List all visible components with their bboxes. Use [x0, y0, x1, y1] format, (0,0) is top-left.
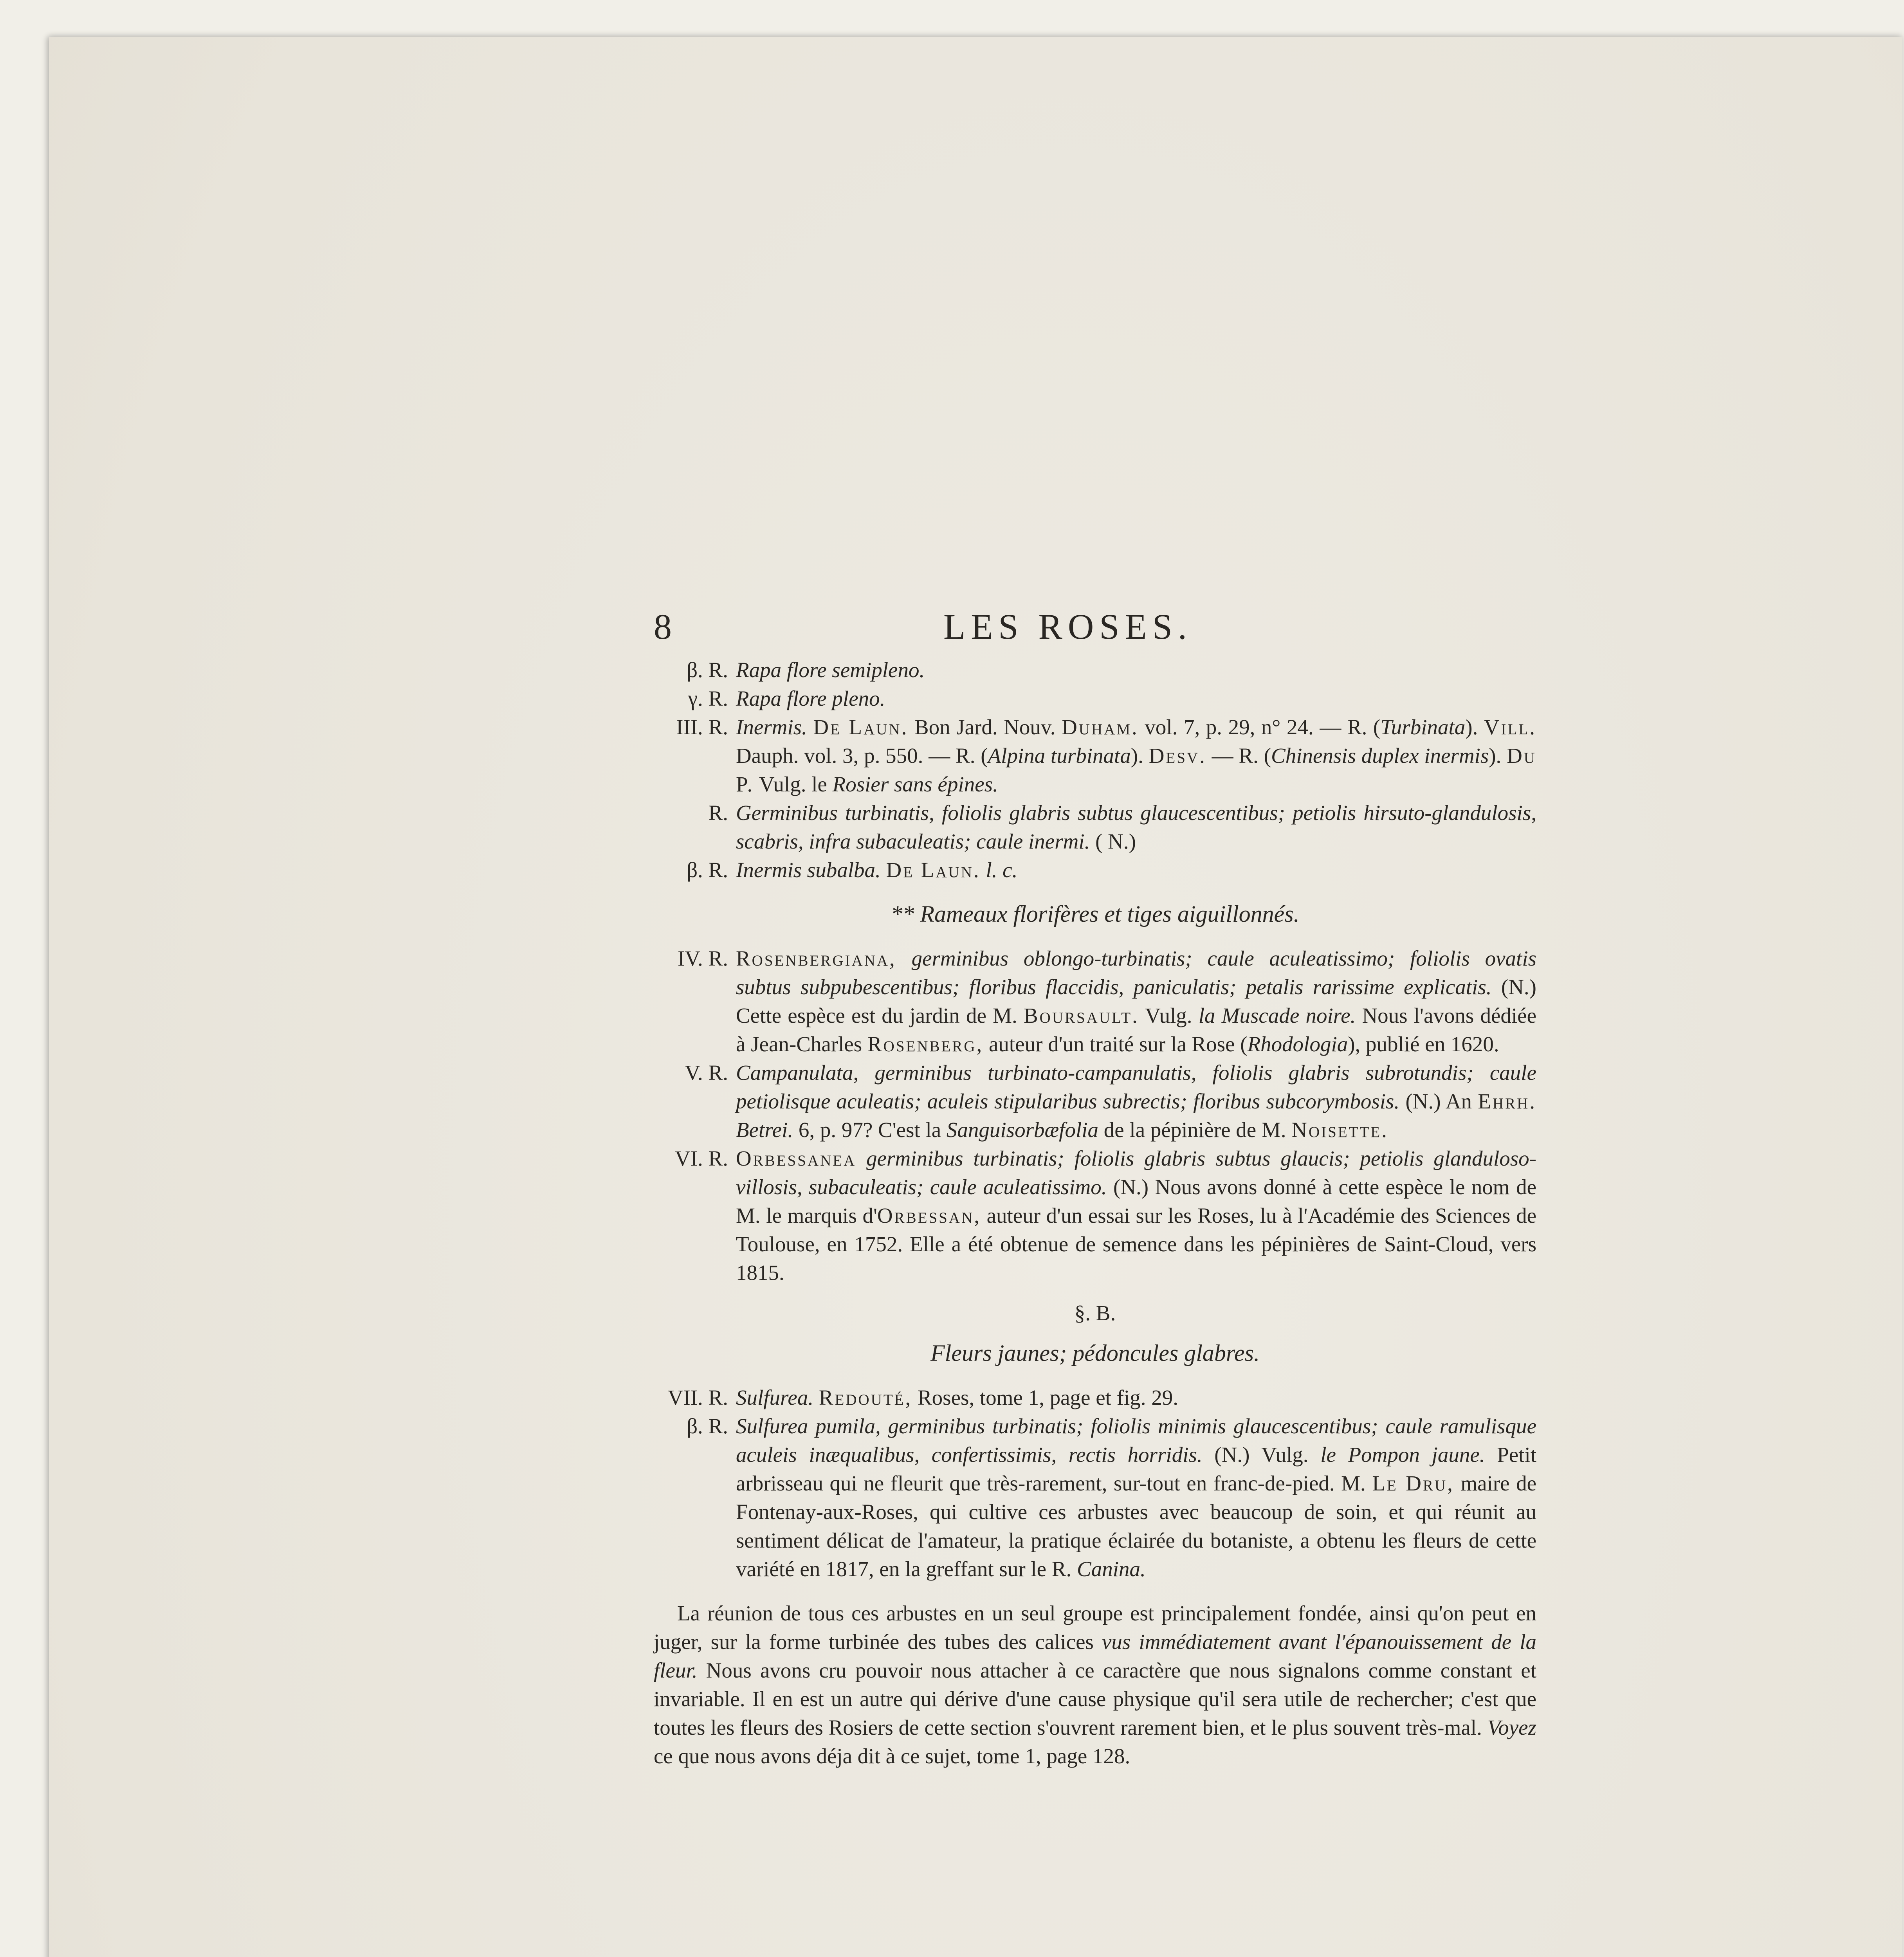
species-name: Inermis subalba.: [736, 858, 881, 882]
author-name: Le Dru,: [1372, 1471, 1454, 1495]
reference-text: Bon Jard. Nouv.: [914, 715, 1056, 739]
latin-description: Campanulata, germinibus turbinato-campanulatis, foliolis glabris subrotundis; caule petiolisque aculeatis; aculeis stipularibus subrectis; floribus subcorymbosis.: [736, 1061, 1536, 1113]
section-mark: §. B.: [1074, 1301, 1116, 1325]
heading-fleurs: [654, 1339, 1536, 1368]
latin-description: Germinibus turbinatis, foliolis glabris subtus glaucescentibus; petiolis hirsuto-glandulosis, scabris, infra subaculeatis; caule inermi.: [736, 801, 1536, 853]
author-name: Du P.: [736, 744, 1537, 796]
species-name: Orbessanea: [736, 1146, 856, 1170]
entry-label: β. R.: [687, 858, 728, 882]
body-text: La réunion de tous ces arbustes en un seul groupe est principalement fondée, ainsi qu'on peut en juger, sur la forme turbinée des tubes des calices: [654, 1601, 1536, 1654]
species-name: Alpina turbinata: [988, 744, 1131, 768]
entry-label: R.: [708, 801, 728, 825]
page-number: 8: [654, 607, 672, 647]
running-title: LES ROSES.: [943, 607, 1192, 647]
entry-label: VI. R.: [675, 1146, 728, 1170]
entry-beta-inermis-subalba: [654, 856, 1536, 884]
entry-beta-sulfurea-pumila: [654, 1412, 1536, 1583]
body-text: Nous avons cru pouvoir nous attacher à ce caractère que nous signalons comme constant et invariable. Il en est un autre qui dérive d'une cause physique qu'il sera utile de rechercher; c'est que toutes les fleurs des Rosiers de cette section s'ouvrent rarement bien, et le plus souvent très-mal.: [654, 1658, 1536, 1739]
author-name: Boursault.: [1023, 1004, 1139, 1027]
species-name: Canina.: [1077, 1557, 1146, 1581]
closing-paragraph: [654, 1599, 1536, 1770]
heading-text: Fleurs jaunes; pédoncules glabres.: [930, 1340, 1260, 1366]
reference-text: (N.) Vulg.: [1214, 1443, 1309, 1467]
heading-rameaux: [654, 900, 1536, 928]
reference-text: Vulg. le: [759, 772, 827, 796]
author-name: Desv.: [1149, 744, 1206, 768]
reference-text: ).: [1489, 744, 1502, 768]
text-block: [654, 605, 1536, 1770]
reference-text: l. c.: [986, 858, 1018, 882]
author-name: De Laun.: [813, 715, 909, 739]
entry-text: Rapa flore pleno.: [736, 687, 885, 710]
reference-text: 6, p. 97? C'est la: [798, 1118, 941, 1142]
reference-text: ).: [1465, 715, 1478, 739]
emphasis-text: Voyez: [1487, 1716, 1536, 1739]
vernacular-name: la Muscade noire.: [1198, 1004, 1356, 1027]
entry-gamma-rapa-pleno: [654, 684, 1536, 713]
entry-iii-inermis: [654, 713, 1536, 798]
page-header: [654, 605, 1536, 656]
reference-text: (N.) Nous avons donné à cette espèce le nom de M. le marquis d': [736, 1175, 1536, 1227]
book-title: Betrei.: [736, 1118, 793, 1142]
reference-text: auteur d'un essai sur les Roses, lu à l'Académie des Sciences de Toulouse, en 1752. Elle a été obtenue de semence dans les pépinières de Saint-Cloud, vers 1815.: [736, 1204, 1536, 1285]
reference-text: auteur d'un traité sur la Rose (: [989, 1032, 1248, 1056]
entry-vi-orbessanea: [654, 1144, 1536, 1287]
reference-text: maire de Fontenay-aux-Roses, qui cultive ces arbustes avec beaucoup de soin, et qui réunit au sentiment délicat de l'amateur, la pratique éclairée du botaniste, a obtenu les fleurs de cette variété en 1817, en la greffant sur le R.: [736, 1471, 1536, 1581]
reference-text: ( N.): [1095, 829, 1136, 853]
species-name: Sulfurea.: [736, 1386, 814, 1409]
author-name: Ehrh.: [1478, 1089, 1537, 1113]
species-name: Chinensis duplex inermis: [1271, 744, 1489, 768]
entry-label: V. R.: [685, 1061, 728, 1085]
author-name: Rosenberg,: [867, 1032, 984, 1056]
reference-text: Roses, tome 1, page et fig. 29.: [918, 1386, 1178, 1409]
entry-label: β. R.: [687, 658, 728, 682]
vernacular-name: Rosier sans épines.: [832, 772, 998, 796]
reference-text: — R. (: [1212, 744, 1271, 768]
entry-v-campanulata: [654, 1058, 1536, 1144]
reference-text: ).: [1130, 744, 1143, 768]
entry-label: VII. R.: [667, 1386, 728, 1409]
species-name: Inermis.: [736, 715, 807, 739]
latin-description: germinibus oblongo-turbinatis; caule aculeatissimo; foliolis ovatis subtus subpubescentibus; floribus flaccidis, paniculatis; petalis rarissime explicatis.: [736, 946, 1537, 999]
reference-text: de la pépinière de M.: [1103, 1118, 1286, 1142]
reference-text: vol. 7, p. 29, n° 24. — R. (: [1145, 715, 1381, 739]
reference-text: Nous l'avons dédiée à Jean-Charles: [736, 1004, 1536, 1056]
entry-beta-rapa-semipleno: [654, 656, 1536, 684]
latin-description: germinibus turbinatis; foliolis glabris subtus glaucis; petiolis glanduloso-villosis, subaculeatis; caule aculeatissimo.: [736, 1146, 1536, 1199]
species-name: Rosenbergiana,: [736, 946, 896, 970]
reference-text: ), publié en 1620.: [1348, 1032, 1499, 1056]
author-name: Vill.: [1484, 715, 1537, 739]
latin-description: Sulfurea pumila, germinibus turbinatis; foliolis minimis glaucescentibus; caule ramulisque aculeis inæqualibus, confertissimis, rectis horridis.: [736, 1414, 1536, 1467]
entry-label: IV. R.: [678, 946, 728, 970]
reference-text: (N.) An: [1405, 1089, 1472, 1113]
entry-vii-sulfurea: [654, 1383, 1536, 1412]
reference-text: Dauph. vol. 3, p. 550. — R. (: [736, 744, 988, 768]
entry-text: Rapa flore semipleno.: [736, 658, 925, 682]
entry-label: III. R.: [676, 715, 728, 739]
entry-inermis-description: [654, 798, 1536, 856]
entry-label: γ. R.: [688, 687, 728, 710]
reference-text: Vulg.: [1145, 1004, 1192, 1027]
emphasis-text: vus immédiatement avant l'épanouissement de la fleur.: [654, 1630, 1536, 1682]
species-name: Sanguisorbæfolia: [946, 1118, 1099, 1142]
author-name: Noisette.: [1291, 1118, 1388, 1142]
entry-label: β. R.: [687, 1414, 728, 1438]
heading-text: ** Rameaux florifères et tiges aiguillonnés.: [891, 901, 1300, 927]
author-name: Redouté,: [819, 1386, 912, 1409]
book-title: Rhodologia: [1247, 1032, 1348, 1056]
author-name: Orbessan,: [877, 1204, 981, 1227]
vernacular-name: le Pompon jaune.: [1320, 1443, 1485, 1467]
body-text: ce que nous avons déja dit à ce sujet, tome 1, page 128.: [654, 1744, 1130, 1768]
entry-iv-rosenbergiana: [654, 944, 1536, 1058]
author-name: De Laun.: [886, 858, 981, 882]
reference-text: Petit arbrisseau qui ne fleurit que très-rarement, sur-tout en franc-de-pied. M.: [736, 1443, 1537, 1495]
author-name: Duham.: [1062, 715, 1139, 739]
species-name: Turbinata: [1380, 715, 1466, 739]
reference-text: (N.) Cette espèce est du jardin de M.: [736, 975, 1536, 1027]
